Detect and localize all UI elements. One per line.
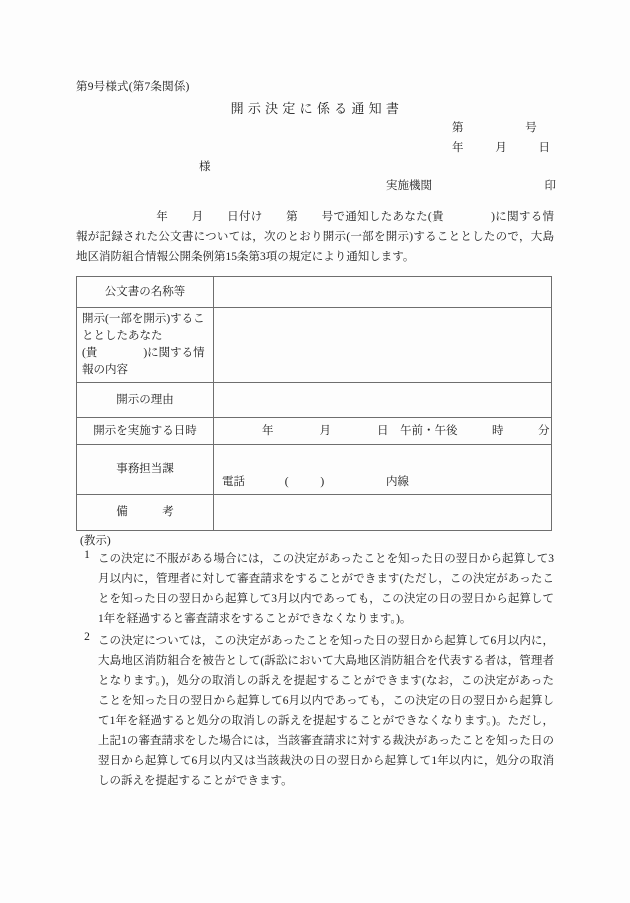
notification-table	[76, 276, 552, 531]
extension-label: 内線	[385, 476, 409, 488]
form-number: 第9号様式(第7条関係)	[76, 81, 190, 93]
page-title: 開 示 決 定 に 係 る 通 知 書	[230, 101, 400, 116]
reference-number-suffix: 号	[525, 122, 537, 134]
row-label-information-content: 開示(一部を開示)することとしたあなた(貴 )に関する情報の内容	[77, 308, 214, 383]
row-label-responsible-section: 事務担当課	[77, 445, 214, 495]
list-item	[76, 549, 554, 629]
row-label-remarks: 備 考	[77, 495, 214, 531]
instructions-heading: (教示)	[80, 535, 111, 547]
row-label-disclosure-reason: 開示の理由	[77, 383, 214, 418]
table-row	[77, 277, 552, 308]
reference-number-prefix: 第	[452, 122, 464, 134]
phone-line	[222, 474, 409, 491]
body-paragraph-text: 年 月 日付け 第 号で通知したあなた(貴 )に関する情報が記録された公文書については，次のとおり開示(一部を開示)することとしたので，大島地区消防組合情報公開条例第15条第3項の規定により通知します。	[76, 211, 554, 263]
row-value-remarks[interactable]	[214, 495, 552, 531]
instruction-text: この決定に不服がある場合には，この決定があったことを知った日の翌日から起算して3月以内に，管理者に対して審査請求をすることができます(ただし，この決定があったことを知った日の翌日から起算して3月以内であっても，この決定の日の翌日から起算して1年を経過すると審査請求をすることができなくなります。)。	[98, 553, 554, 625]
list-item	[76, 631, 554, 791]
phone-paren-open: (	[284, 476, 289, 488]
table-row	[77, 308, 552, 383]
row-label-document-name: 公文書の名称等	[77, 277, 214, 308]
body-paragraph	[76, 207, 554, 267]
table-row	[77, 383, 552, 418]
instructions-list	[76, 549, 554, 793]
date-month-label: 月	[495, 142, 507, 154]
row-value-responsible-section[interactable]	[214, 445, 552, 495]
instruction-number: 1	[84, 549, 90, 561]
addressee-honorific: 様	[199, 161, 211, 173]
row-label-disclosure-datetime: 開示を実施する日時	[77, 418, 214, 445]
row-value-document-name[interactable]	[214, 277, 552, 308]
row-value-information-content[interactable]	[214, 308, 552, 383]
table-row	[77, 495, 552, 531]
issuer-label: 実施機関	[386, 180, 432, 192]
date-day-label: 日	[538, 142, 550, 154]
phone-paren-close: )	[320, 476, 325, 488]
issuer-line	[386, 177, 556, 193]
instruction-number: 2	[84, 631, 90, 643]
row-value-disclosure-reason[interactable]	[214, 383, 552, 418]
row-value-disclosure-datetime[interactable]: 年 月 日 午前・午後 時 分	[214, 418, 552, 445]
reference-number-line	[452, 119, 562, 135]
instruction-text: この決定については，この決定があったことを知った日の翌日から起算して6月以内に，大島地区消防組合を被告として(訴訟において大島地区消防組合を代表する者は，管理者となります。)，処分の取消しの訴えを提起することができます(なお，この決定があったことを知った日の翌日から起算して6月以内であっても，この決定の日の翌日から起算して1年を経過すると処分の取消しの訴えを提起することができなくなります。)。ただし，上記1の審査請求をした場合には，当該審査請求に対する裁決があったことを知った日の翌日から起算して6月以内又は当該裁決の日の翌日から起算して1年以内に，処分の取消しの訴えを提起することができます。	[98, 635, 554, 787]
seal-mark: 印	[544, 180, 556, 192]
table-row	[77, 418, 552, 445]
issue-date-line	[452, 139, 562, 155]
table-row	[77, 445, 552, 495]
phone-label: 電話	[222, 476, 245, 488]
date-year-label: 年	[452, 142, 464, 154]
